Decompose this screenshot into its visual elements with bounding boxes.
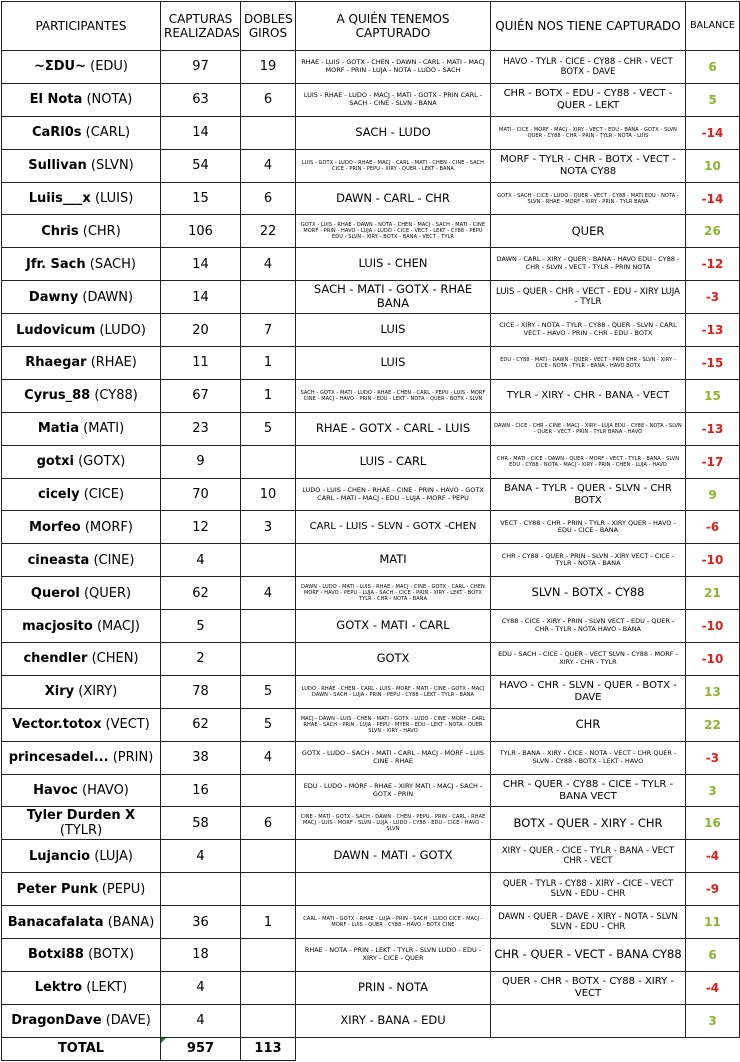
balance-cell: 3 — [686, 1004, 740, 1037]
dobles-cell — [241, 643, 296, 676]
capturas-cell: 4 — [161, 971, 241, 1004]
header-dobles: DOBLES GIROS — [241, 2, 296, 51]
participant-name: cicely — [37, 487, 80, 503]
participant-cell — [2, 116, 161, 149]
participant-name: Cyrus_88 — [24, 388, 91, 404]
capturas-cell: 14 — [161, 281, 241, 314]
header-tenemos: A QUIÉN TENEMOS CAPTURADO — [296, 2, 491, 51]
dobles-cell — [241, 971, 296, 1004]
tenemos-cell: GOTX - MATI - CARL — [296, 610, 491, 643]
tenemos-cell: LUIS — [296, 347, 491, 380]
table-row — [2, 511, 740, 544]
table-row — [2, 314, 740, 347]
tenemos-cell: RHAE - NOTA - PRIN - LEKT - TYLR - SLVN LUDO - EDU - XIRY - CICE - QUER — [296, 939, 491, 972]
tenemos-cell: GOTX — [296, 643, 491, 676]
table-row — [2, 774, 740, 807]
capturas-cell: 4 — [161, 1004, 241, 1037]
table-row — [2, 906, 740, 939]
participant-name: macjosito — [22, 618, 93, 634]
capturas-cell: 58 — [161, 807, 241, 840]
balance-cell: 21 — [686, 577, 740, 610]
dobles-cell: 22 — [241, 215, 296, 248]
participant-code: (CHEN) — [91, 651, 139, 667]
capturas-cell: 70 — [161, 478, 241, 511]
participant-cell — [2, 412, 161, 445]
capturas-cell: 106 — [161, 215, 241, 248]
dobles-cell — [241, 939, 296, 972]
participant-name: DragonDave — [11, 1013, 102, 1029]
total-empty — [296, 1037, 491, 1060]
tiene-cell: DAWN - CARL - XIRY - QUER - BANA - HAVO EDU - CY88 - CHR - SLVN - VECT - TYLR - PRIN NOTA — [491, 248, 686, 281]
participant-code: (QUER) — [83, 585, 132, 601]
participant-code: (GOTX) — [78, 454, 126, 470]
tenemos-cell: SACH - MATI - GOTX - RHAE BANA — [296, 281, 491, 314]
tenemos-cell: RHAE - LUIS - GOTX - CHEN - DAWN - CARL - MATI - MACJ MORF - PRIN - LUJA - NOTA - LUDO - SACH — [296, 51, 491, 84]
balance-cell: -13 — [686, 412, 740, 445]
participant-code: (LUJA) — [94, 848, 134, 864]
balance-cell: -10 — [686, 610, 740, 643]
header-tiene: QUIÉN NOS TIENE CAPTURADO — [491, 2, 686, 51]
participant-code: (CHR) — [82, 223, 121, 239]
participant-name: Xiry — [44, 684, 75, 700]
participant-name: gotxi — [36, 454, 74, 470]
tenemos-cell: LUIS - RHAE - LUDO - MACJ - MATI - GOTX - PRIN CARL - SACH - CINE - SLVN - BANA — [296, 83, 491, 116]
tenemos-cell — [296, 873, 491, 906]
tiene-cell: LUIS - QUER - CHR - VECT - EDU - XIRY LUJA - TYLR — [491, 281, 686, 314]
tenemos-cell: GOTX - LUDO - SACH - MATI - CARL - MACJ - MORF - LUIS CINE - RHAE — [296, 741, 491, 774]
tiene-cell: BOTX - QUER - XIRY - CHR — [491, 807, 686, 840]
total-empty — [686, 1037, 740, 1060]
header-capturas: CAPTURAS REALIZADAS — [161, 2, 241, 51]
table-row — [2, 675, 740, 708]
participant-code: (CINE) — [93, 552, 135, 568]
tiene-cell: TYLR - BANA - XIRY - CICE - NOTA - VECT - CHR QUER - SLVN - CY88 - BOTX - LEKT - HAVO — [491, 741, 686, 774]
table-row — [2, 708, 740, 741]
cell-comment-marker — [161, 1038, 166, 1043]
participant-name: Vector.totox — [12, 717, 102, 733]
participant-name: El Nota — [29, 92, 83, 108]
participant-cell — [2, 610, 161, 643]
participant-code: (MACJ) — [96, 618, 140, 634]
participant-cell — [2, 281, 161, 314]
tiene-cell: MORF - TYLR - CHR - BOTX - VECT - NOTA CY88 — [491, 149, 686, 182]
balance-cell: -12 — [686, 248, 740, 281]
dobles-cell: 1 — [241, 379, 296, 412]
dobles-cell: 6 — [241, 182, 296, 215]
participant-code: (CY88) — [94, 388, 138, 404]
dobles-cell: 4 — [241, 149, 296, 182]
participant-code: (BANA) — [107, 914, 155, 930]
total-capturas: 957 — [161, 1037, 241, 1060]
participant-cell — [2, 774, 161, 807]
balance-cell: -10 — [686, 643, 740, 676]
balance-cell: -14 — [686, 116, 740, 149]
participant-cell — [2, 971, 161, 1004]
tiene-cell: MATI - CICE - MORF - MACJ - XIRY - VECT - EDU - BANA - GOTX - SLVN QUER - CY88 - CHR - PRIN - TYLR - NOTA - LUIS — [491, 116, 686, 149]
header-balance: BALANCE — [686, 2, 740, 51]
balance-cell: 3 — [686, 774, 740, 807]
balance-cell: 11 — [686, 906, 740, 939]
table-row — [2, 610, 740, 643]
participant-code: (PEPU) — [101, 881, 146, 897]
participant-cell — [2, 478, 161, 511]
dobles-cell: 6 — [241, 83, 296, 116]
dobles-cell — [241, 873, 296, 906]
header-row — [2, 2, 740, 51]
table-row — [2, 83, 740, 116]
dobles-cell: 19 — [241, 51, 296, 84]
participant-name: Ludovicum — [16, 322, 96, 338]
balance-cell: 13 — [686, 675, 740, 708]
dobles-cell: 5 — [241, 412, 296, 445]
balance-cell: 10 — [686, 149, 740, 182]
table-row — [2, 116, 740, 149]
tenemos-cell: DAWN - LUDO - MATI - LUIS - RHAE - MACJ - CINE - GOTX - CARL - CHEN MORF - HAVO - PEPU - LUJA - SACH - CICE - PRIN - XIRY - LEKT - BOTX TYLR - CHR - NOTA - BANA — [296, 577, 491, 610]
tiene-cell: CICE - XIRY - NOTA - TYLR - CY88 - QUER - SLVN - CARL VECT - HAVO - PRIN - CHR - EDU - BOTX — [491, 314, 686, 347]
capturas-cell: 36 — [161, 906, 241, 939]
capturas-cell: 14 — [161, 248, 241, 281]
tenemos-cell: MATI — [296, 544, 491, 577]
balance-cell: -10 — [686, 544, 740, 577]
balance-cell: 22 — [686, 708, 740, 741]
participant-name: Sullivan — [28, 158, 87, 174]
participant-code: (XIRY) — [78, 684, 118, 700]
participant-cell — [2, 544, 161, 577]
capturas-cell: 54 — [161, 149, 241, 182]
participant-cell — [2, 445, 161, 478]
tiene-cell: DAWN - QUER - DAVE - XIRY - NOTA - SLVN SLVN - EDU - CHR — [491, 906, 686, 939]
participant-code: (SLVN) — [90, 158, 134, 174]
tiene-cell: SLVN - BOTX - CY88 — [491, 577, 686, 610]
participant-cell — [2, 906, 161, 939]
total-label: TOTAL — [2, 1037, 161, 1060]
capturas-cell: 20 — [161, 314, 241, 347]
table-row — [2, 807, 740, 840]
participant-code: (LUIS) — [94, 191, 134, 206]
dobles-cell: 1 — [241, 906, 296, 939]
participant-name: Tyler Durden X — [26, 808, 136, 824]
balance-cell: 5 — [686, 83, 740, 116]
tenemos-cell: LUIS - CARL — [296, 445, 491, 478]
participant-cell — [2, 741, 161, 774]
capturas-cell: 78 — [161, 675, 241, 708]
dobles-cell — [241, 281, 296, 314]
tenemos-cell: CARL - LUIS - SLVN - GOTX -CHEN — [296, 511, 491, 544]
participant-name: Peter Punk — [16, 881, 98, 897]
participant-cell — [2, 643, 161, 676]
tenemos-cell: GOTX - LUIS - RHAE - DAWN - NOTA - CHEN - MACJ - SACH - MATI - CINE MORF - PRIN - HAVO - LUJA - LUDO - CICE - VECT - LEKT - CY88 - PEPU EDU - SLVN - XIRY - BOTX - BANA - VECT - TYLR — [296, 215, 491, 248]
tenemos-cell: LUDO - LUIS - CHEN - RHAE - CINE - PRIN - HAVO - GOTX CARL - MATI - MACJ - EDU - LUJA - MORF - PEPU — [296, 478, 491, 511]
participant-code: (LEKT) — [86, 980, 128, 996]
table-row — [2, 182, 740, 215]
participant-cell — [2, 347, 161, 380]
tiene-cell: QUER - TYLR - CY88 - XIRY - CICE - VECT SLVN - EDU - CHR — [491, 873, 686, 906]
balance-cell: 16 — [686, 807, 740, 840]
tenemos-cell: MACJ - DAWN - LUIS - CHEN - MATI - GOTX - LUDO - CINE - MORF - CARL RHAE - SACH - PRIN - LUJA - PEPU - MYER - EDU - LEKT - NOTA - QUER SLVN - XIRY - HAVO — [296, 708, 491, 741]
participant-name: Matia — [37, 421, 79, 437]
tiene-cell: BANA - TYLR - QUER - SLVN - CHR BOTX — [491, 478, 686, 511]
balance-cell: -3 — [686, 741, 740, 774]
capturas-cell: 18 — [161, 939, 241, 972]
tenemos-cell: LUDO - RHAE - CHEN - CARL - LUIS - MORF - MATI - CINE - GOTX - MACJ DAWN - SACH - LUJA - PRIN - PEPU - CY88 - LEKT - TYLR - BANA — [296, 675, 491, 708]
dobles-cell — [241, 774, 296, 807]
capturas-cell: 62 — [161, 577, 241, 610]
tenemos-cell: SACH - LUDO — [296, 116, 491, 149]
participant-cell — [2, 248, 161, 281]
balance-cell: 9 — [686, 478, 740, 511]
participant-cell — [2, 182, 161, 215]
tenemos-cell: DAWN - MATI - GOTX — [296, 840, 491, 873]
participant-name: Chris — [41, 223, 79, 239]
balance-cell: 6 — [686, 939, 740, 972]
tiene-cell: HAVO - TYLR - CICE - CY88 - CHR - VECT BOTX - DAVE — [491, 51, 686, 84]
dobles-cell — [241, 840, 296, 873]
dobles-cell: 6 — [241, 807, 296, 840]
capturas-cell: 9 — [161, 445, 241, 478]
capturas-cell: 23 — [161, 412, 241, 445]
participant-code: (BOTX) — [88, 947, 135, 963]
balance-cell: -3 — [686, 281, 740, 314]
tiene-cell: EDU - SACH - CICE - QUER - VECT SLVN - CY88 - MORF - XIRY - CHR - TYLR — [491, 643, 686, 676]
capturas-cell — [161, 873, 241, 906]
tenemos-cell: XIRY - BANA - EDU — [296, 1004, 491, 1037]
dobles-cell — [241, 610, 296, 643]
capturas-cell: 4 — [161, 544, 241, 577]
balance-cell: -17 — [686, 445, 740, 478]
table-row — [2, 840, 740, 873]
capturas-cell: 12 — [161, 511, 241, 544]
participant-code: (LUDO) — [99, 322, 146, 338]
participant-code: (EDU) — [90, 59, 129, 75]
participant-code: (RHAE) — [90, 355, 137, 371]
table-row — [2, 643, 740, 676]
tiene-cell: QUER — [491, 215, 686, 248]
tiene-cell: HAVO - CHR - SLVN - QUER - BOTX - DAVE — [491, 675, 686, 708]
dobles-cell: 10 — [241, 478, 296, 511]
tenemos-cell: DAWN - CARL - CHR — [296, 182, 491, 215]
capturas-cell: 38 — [161, 741, 241, 774]
participant-name: Querol — [30, 585, 80, 601]
balance-cell: -9 — [686, 873, 740, 906]
tenemos-cell: SACH - GOTX - MATI - LUDO - RHAE - CHEN - CARL - PEPU - LUIS - MORF CINE - MACJ - HAVO - PRIN - EDU - LEKT - NOTA - QUER - BOTX - SLVN — [296, 379, 491, 412]
balance-cell: -6 — [686, 511, 740, 544]
tiene-cell: CY88 - CICE - XIRY - PRIN - SLVN VECT - EDU - QUER - CHR - TYLR - NOTA HAVO - BANA — [491, 610, 686, 643]
balance-cell: -4 — [686, 840, 740, 873]
dobles-cell: 1 — [241, 347, 296, 380]
participant-cell — [2, 577, 161, 610]
capturas-cell: 14 — [161, 116, 241, 149]
participant-cell — [2, 675, 161, 708]
participant-cell — [2, 215, 161, 248]
participant-name: Rhaegar — [25, 355, 87, 371]
dobles-cell — [241, 1004, 296, 1037]
participant-code: (MORF) — [84, 519, 133, 535]
dobles-cell: 4 — [241, 248, 296, 281]
tiene-cell: CHR - QUER - CY88 - CICE - TYLR - BANA VECT — [491, 774, 686, 807]
balance-cell: -13 — [686, 314, 740, 347]
table-row — [2, 412, 740, 445]
dobles-cell — [241, 445, 296, 478]
participant-cell — [2, 83, 161, 116]
participant-cell — [2, 1004, 161, 1037]
participant-name: CaRl0s — [31, 125, 82, 141]
participant-name: chendler — [23, 651, 88, 667]
participant-code: (DAWN) — [82, 289, 134, 305]
table-row — [2, 971, 740, 1004]
total-empty — [491, 1037, 686, 1060]
participant-code: (CICE) — [83, 487, 125, 503]
tenemos-cell: RHAE - GOTX - CARL - LUIS — [296, 412, 491, 445]
table-row — [2, 741, 740, 774]
participant-cell — [2, 840, 161, 873]
dobles-cell: 5 — [241, 708, 296, 741]
tiene-cell: CHR - BOTX - EDU - CY88 - VECT - QUER - LEKT — [491, 83, 686, 116]
capturas-cell: 62 — [161, 708, 241, 741]
participant-code: (SACH) — [89, 256, 136, 272]
participant-cell — [2, 708, 161, 741]
table-row — [2, 544, 740, 577]
participant-name: Morfeo — [29, 519, 81, 535]
participant-cell — [2, 51, 161, 84]
table-row — [2, 215, 740, 248]
tiene-cell: CHR — [491, 708, 686, 741]
capturas-cell: 15 — [161, 182, 241, 215]
capturas-cell: 67 — [161, 379, 241, 412]
balance-cell: 26 — [686, 215, 740, 248]
tenemos-cell: CARL - MATI - GOTX - RHAE - LUJA - PRIN - SACH - LUDO CICE - MACJ - MORF - LUIS - QUER - CY88 - HAVO - BOTX CINE — [296, 906, 491, 939]
participant-cell — [2, 807, 161, 840]
balance-cell: -15 — [686, 347, 740, 380]
table-row — [2, 577, 740, 610]
capturas-cell: 16 — [161, 774, 241, 807]
table-row — [2, 51, 740, 84]
tenemos-cell: EDU - LUDO - MORF - RHAE - XIRY MATI - MACJ - SACH - GOTX - PRIN — [296, 774, 491, 807]
participant-name: Botxi88 — [27, 947, 84, 963]
captures-table — [1, 1, 740, 1061]
tiene-cell: QUER - CHR - BOTX - CY88 - XIRY - VECT — [491, 971, 686, 1004]
participant-code: (PRIN) — [112, 750, 154, 766]
balance-cell: 15 — [686, 379, 740, 412]
participant-code: (HAVO) — [82, 783, 129, 799]
dobles-cell: 3 — [241, 511, 296, 544]
table-row — [2, 248, 740, 281]
table-row — [2, 149, 740, 182]
tiene-cell: CHR - MATI - CICE - DAWN - QUER - MORF - VECT - TYLR - BANA - SLVN EDU - CY88 - NOTA - MACJ - XIRY - PRIN - CHEN - LUJA - HAVO — [491, 445, 686, 478]
participant-name: Lektro — [34, 980, 83, 996]
tiene-cell: VECT - CY88 - CHR - PRIN - TYLR - XIRY QUER - HAVO - EDU - CICE - BANA — [491, 511, 686, 544]
dobles-cell: 5 — [241, 675, 296, 708]
participant-code: (CARL) — [85, 125, 131, 141]
table-row — [2, 281, 740, 314]
table-row — [2, 379, 740, 412]
tenemos-cell: LUIS - GOTX - LUDO - RHAE - MACJ - CARL - MATI - CHEN - CINE - SACH CICE - PRIN - PEPU - XIRY - QUER - LEKT - BANA — [296, 149, 491, 182]
total-dobles: 113 — [241, 1037, 296, 1060]
total-row — [2, 1037, 740, 1060]
tenemos-cell: LUIS — [296, 314, 491, 347]
table-row — [2, 478, 740, 511]
table-row — [2, 445, 740, 478]
participant-name: Lujancio — [28, 848, 91, 864]
capturas-cell: 5 — [161, 610, 241, 643]
tenemos-cell: LUIS - CHEN — [296, 248, 491, 281]
tenemos-cell: CINE - MATI - GOTX - SACH - DAWN - CHEN - PEPU - PRIN - CARL - RHAE MACJ - LUIS - MORF - SLVN - LUJA - LUDO - CY88 - EDU - CICE - HAVO - SLVN — [296, 807, 491, 840]
participant-name: Dawny — [28, 289, 79, 305]
capturas-cell: 63 — [161, 83, 241, 116]
participant-code: (TYLR) — [59, 823, 103, 839]
capturas-cell: 97 — [161, 51, 241, 84]
capturas-cell: 11 — [161, 347, 241, 380]
participant-cell — [2, 939, 161, 972]
tiene-cell: GOTX - SACH - CICE - LUDO - QUER - VECT - CY88 - MATI EDU - NOTA - SLVN - RHAE - MORF - XIRY - PRIN - TYLR BANA — [491, 182, 686, 215]
participant-code: (VECT) — [105, 717, 150, 733]
tiene-cell: DAWN - CICE - CHR - CINE - MACJ - XIRY - LUJA EDU - CY88 - NOTA - SLVN - QUER - VECT - PRIN - TYLR BANA - HAVO — [491, 412, 686, 445]
participant-name: ~ΣDU~ — [33, 59, 86, 75]
table-row — [2, 939, 740, 972]
tiene-cell: CHR - CY88 - QUER - PRIN - SLVN - XIRY VECT - CICE - TYLR - NOTA - BANA — [491, 544, 686, 577]
tiene-cell: XIRY - QUER - CICE - TYLR - BANA - VECT CHR - VECT — [491, 840, 686, 873]
participant-code: (NOTA) — [86, 92, 133, 108]
tiene-cell: EDU - CY88 - MATI - DAWN - QUER - VECT - PRIN CHR - SLVN - XIRY - CICE - NOTA - TYLR - BANA - HAVO BOTX — [491, 347, 686, 380]
capturas-cell: 2 — [161, 643, 241, 676]
dobles-cell — [241, 116, 296, 149]
tiene-cell: TYLR - XIRY - CHR - BANA - VECT — [491, 379, 686, 412]
balance-cell: -14 — [686, 182, 740, 215]
table-row — [2, 347, 740, 380]
dobles-cell — [241, 544, 296, 577]
tiene-cell — [491, 1004, 686, 1037]
dobles-cell: 7 — [241, 314, 296, 347]
header-participantes: PARTICIPANTES — [2, 2, 161, 51]
capturas-cell: 4 — [161, 840, 241, 873]
participant-code: (MATI) — [83, 421, 125, 437]
participant-name: cineasta — [27, 552, 90, 568]
participant-name: Havoc — [33, 783, 78, 799]
balance-cell: -4 — [686, 971, 740, 1004]
table-row — [2, 873, 740, 906]
participant-name: princesadel... — [8, 750, 109, 766]
participant-cell — [2, 873, 161, 906]
participant-name: Jfr. Sach — [26, 256, 86, 272]
participant-name: Banacafalata — [7, 914, 104, 930]
participant-cell — [2, 314, 161, 347]
participant-name: Luiis___x — [28, 191, 91, 206]
participant-code: (DAVE) — [105, 1013, 151, 1029]
participant-cell — [2, 379, 161, 412]
table-row — [2, 1004, 740, 1037]
participant-cell — [2, 511, 161, 544]
tiene-cell: CHR - QUER - VECT - BANA CY88 — [491, 939, 686, 972]
balance-cell: 6 — [686, 51, 740, 84]
tenemos-cell: PRIN - NOTA — [296, 971, 491, 1004]
dobles-cell: 4 — [241, 741, 296, 774]
participant-cell — [2, 149, 161, 182]
dobles-cell: 4 — [241, 577, 296, 610]
